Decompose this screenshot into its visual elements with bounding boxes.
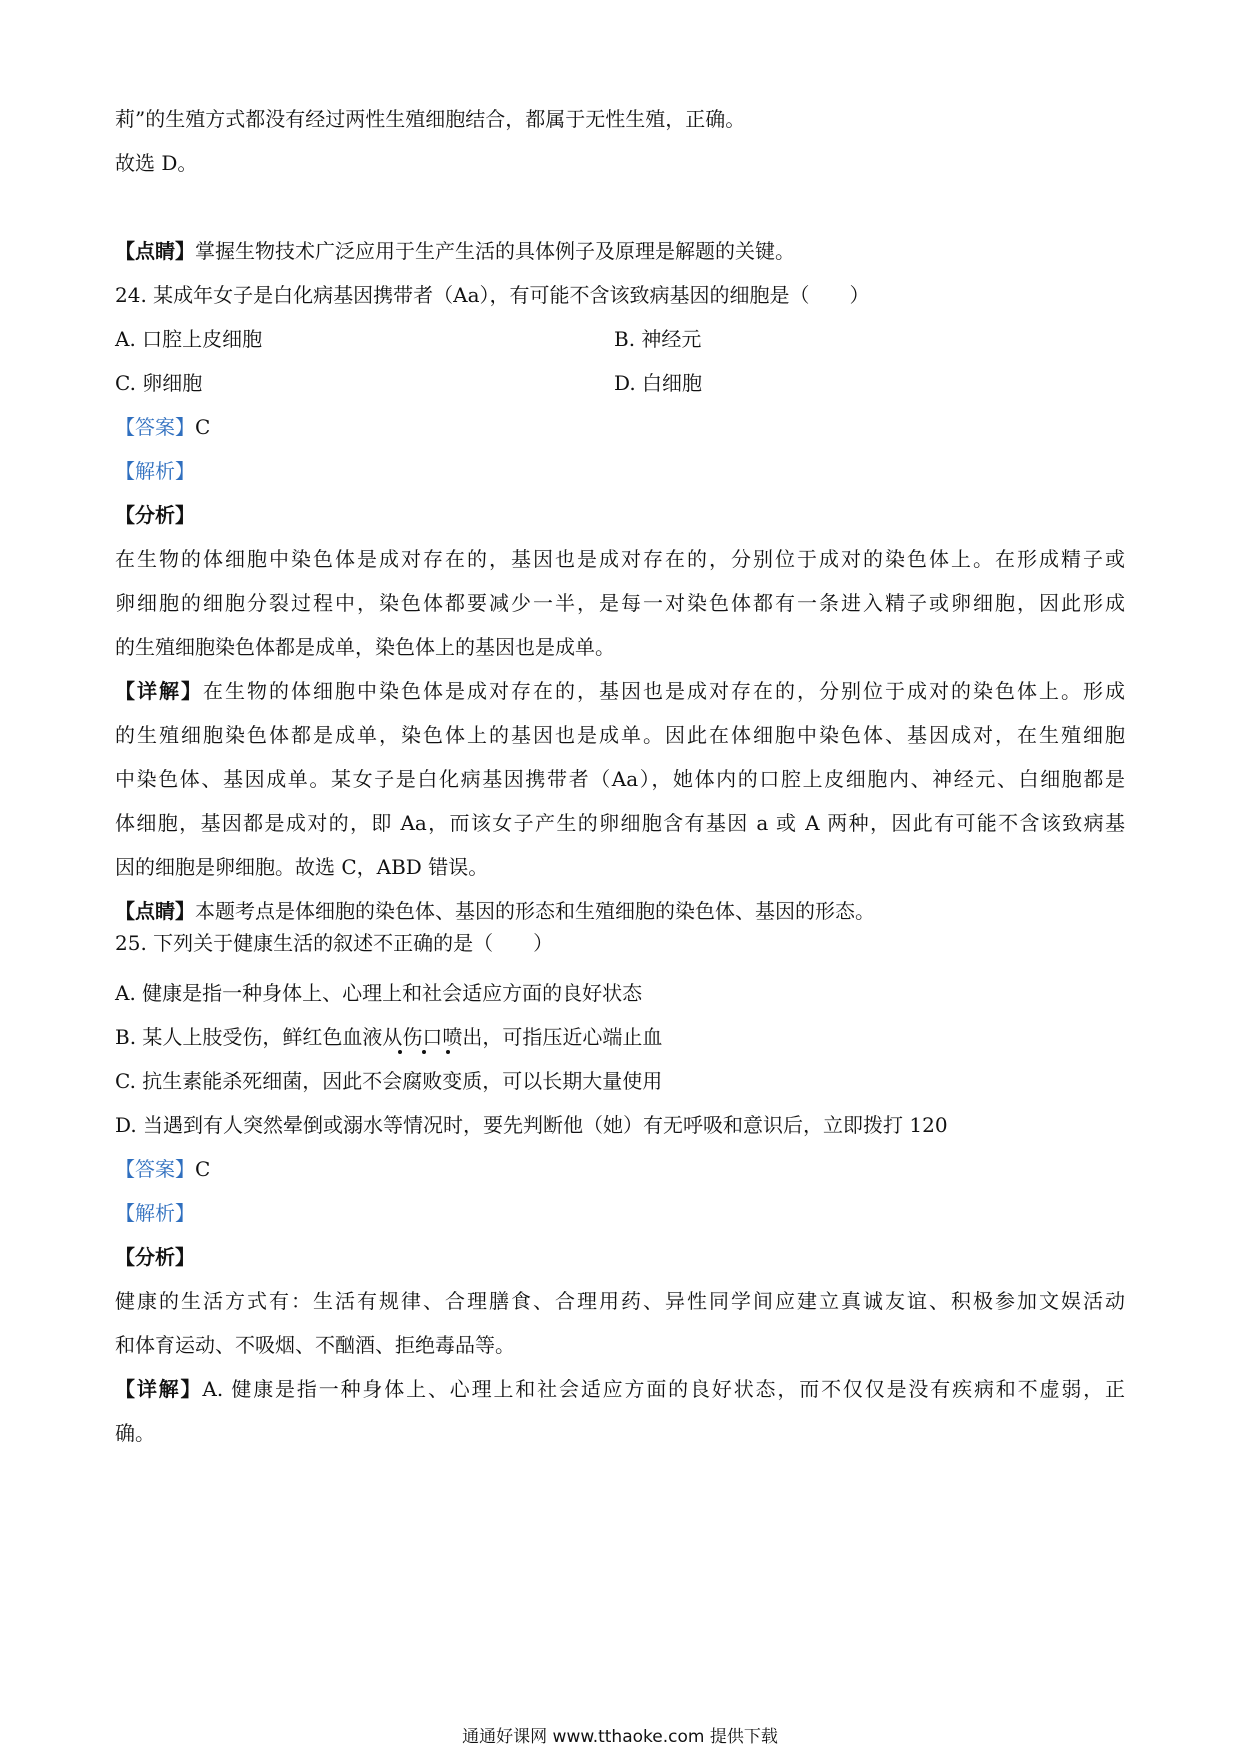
q24-detail-line: 体细胞，基因都是成对的，即 Aa，而该女子产生的卵细胞含有基因 a 或 A 两种，因此有可能不含该致病基 xyxy=(115,811,1125,835)
intro-choice: 故选 D。 xyxy=(115,151,198,175)
detail-text: 在生物的体细胞中染色体是成对存在的，基因也是成对存在的，分别位于成对的染色体上。形成 xyxy=(203,679,1125,703)
q24-detail-line xyxy=(115,676,1125,706)
q25-option-c: C. 抗生素能杀死细菌，因此不会腐败变质，可以长期大量使用 xyxy=(115,1069,663,1093)
q25-answer xyxy=(115,1154,1125,1184)
detail-label: 【详解】 xyxy=(115,679,203,703)
q24-answer xyxy=(115,412,1125,442)
answer-value: C xyxy=(195,1157,211,1181)
q24-option-c: C. 卵细胞 xyxy=(115,371,203,395)
q25-fenxi: 【分析】 xyxy=(115,1245,195,1269)
dianjing-1 xyxy=(115,236,1125,266)
q25-analysis-line: 健康的生活方式有：生活有规律、合理膳食、合理用药、异性同学间应建立真诚友谊、积极参加文娱活动 xyxy=(115,1289,1125,1313)
q25-jiexi: 【解析】 xyxy=(115,1201,195,1225)
intro-line: 莉”的生殖方式都没有经过两性生殖细胞结合，都属于无性生殖，正确。 xyxy=(115,107,746,131)
q24-detail-line: 因的细胞是卵细胞。故选 C，ABD 错误。 xyxy=(115,855,489,879)
dianjing-label: 【点睛】 xyxy=(115,899,195,923)
q24-analysis-line: 卵细胞的细胞分裂过程中，染色体都要减少一半，是每一对染色体都有一条进入精子或卵细胞，因此形成 xyxy=(115,591,1125,615)
q24-dianjing xyxy=(115,896,1125,926)
dianjing-label: 【点睛】 xyxy=(115,239,195,263)
q24-jiexi: 【解析】 xyxy=(115,459,195,483)
dianjing-text: 本题考点是体细胞的染色体、基因的形态和生殖细胞的染色体、基因的形态。 xyxy=(195,899,875,923)
q25-detail-line: 确。 xyxy=(115,1421,155,1445)
q24-stem: 24. 某成年女子是白化病基因携带者（Aa），有可能不含该致病基因的细胞是（ ） xyxy=(115,283,870,307)
answer-label: 【答案】 xyxy=(115,1157,195,1181)
q25-option-d: D. 当遇到有人突然晕倒或溺水等情况时，要先判断他（她）有无呼吸和意识后，立即拨打 120 xyxy=(115,1113,948,1137)
q24-option-b: B. 神经元 xyxy=(614,327,702,351)
q25-analysis-line: 和体育运动、不吸烟、不酗酒、拒绝毒品等。 xyxy=(115,1333,515,1357)
q24-detail-line: 的生殖细胞染色体都是成单，染色体上的基因也是成单。因此在体细胞中染色体、基因成对，在生殖细胞 xyxy=(115,723,1125,747)
answer-value: C xyxy=(195,415,211,439)
q25-option-b: B. 某人上肢受伤，鲜红色血液从伤口喷出，可指压近心端止血 xyxy=(115,1025,663,1049)
q24-option-a: A. 口腔上皮细胞 xyxy=(115,327,263,351)
q24-fenxi: 【分析】 xyxy=(115,503,195,527)
q24-detail-line: 中染色体、基因成单。某女子是白化病基因携带者（Aa），她体内的口腔上皮细胞内、神经元、白细胞都是 xyxy=(115,767,1125,791)
q24-analysis-line: 的生殖细胞染色体都是成单，染色体上的基因也是成单。 xyxy=(115,635,615,659)
detail-text: A. 健康是指一种身体上、心理上和社会适应方面的良好状态，而不仅仅是没有疾病和不虚弱，正 xyxy=(202,1377,1125,1401)
page-footer: 通通好课网 www.tthaoke.com 提供下载 xyxy=(462,1727,778,1747)
dianjing-text: 掌握生物技术广泛应用于生产生活的具体例子及原理是解题的关键。 xyxy=(195,239,795,263)
q25-detail-line xyxy=(115,1374,1125,1404)
q25-stem: 25. 下列关于健康生活的叙述不正确的是（ ） xyxy=(115,931,554,955)
q25-option-a: A. 健康是指一种身体上、心理上和社会适应方面的良好状态 xyxy=(115,981,643,1005)
q24-option-d: D. 白细胞 xyxy=(614,371,703,395)
q24-analysis-line: 在生物的体细胞中染色体是成对存在的，基因也是成对存在的，分别位于成对的染色体上。在形成精子或 xyxy=(115,547,1125,571)
detail-label: 【详解】 xyxy=(115,1377,203,1401)
answer-label: 【答案】 xyxy=(115,415,195,439)
